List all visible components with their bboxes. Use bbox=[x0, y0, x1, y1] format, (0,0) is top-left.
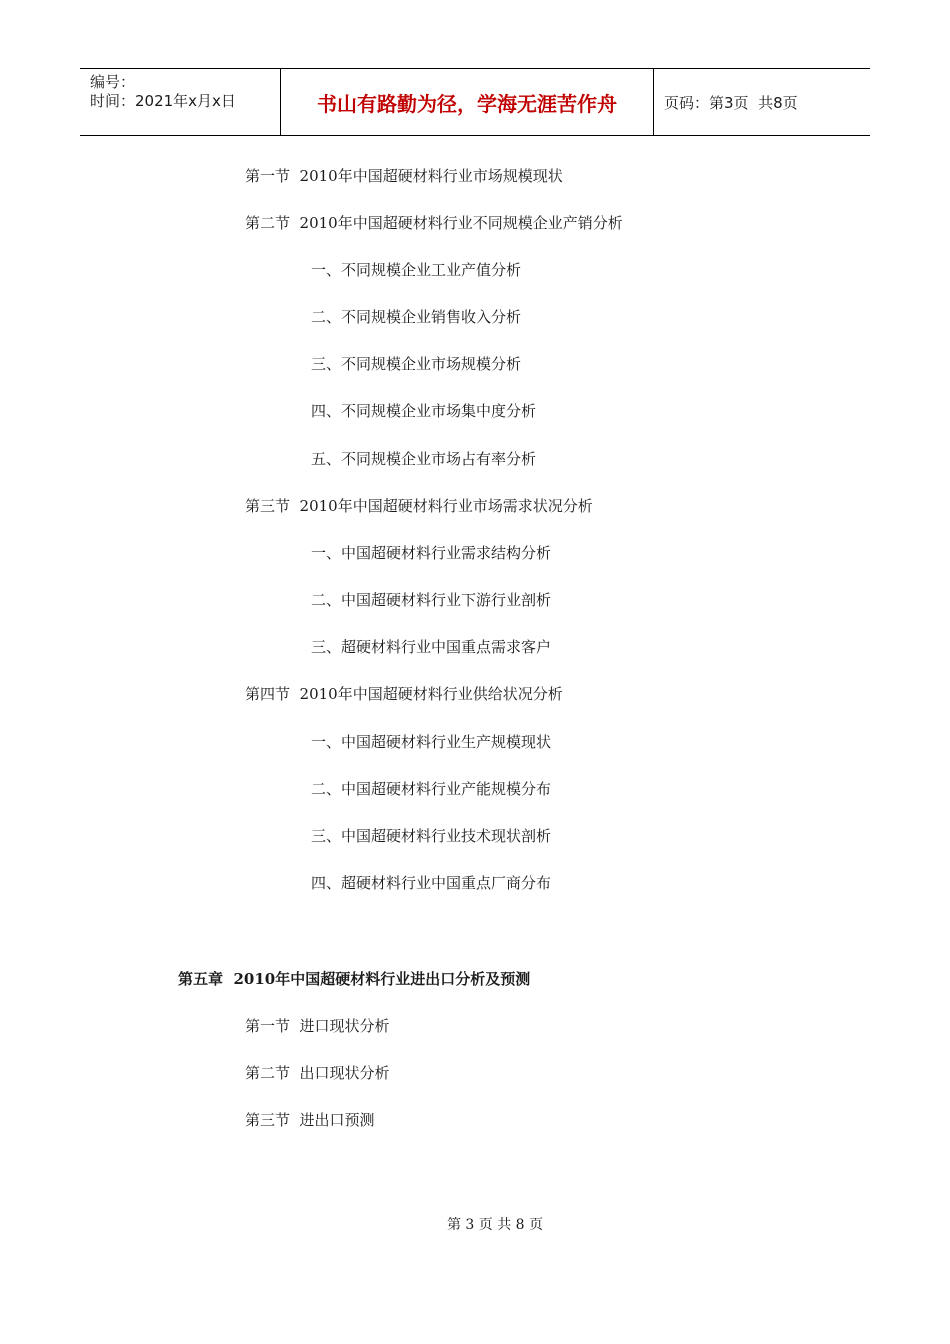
toc-item: 一、中国超硬材料行业需求结构分析 bbox=[311, 544, 552, 562]
toc-item: 四、不同规模企业市场集中度分析 bbox=[311, 402, 537, 420]
toc-item: 四、超硬材料行业中国重点厂商分布 bbox=[311, 874, 552, 892]
toc-chapter-heading: 第五章 2010年中国超硬材料行业进出口分析及预测 bbox=[178, 970, 531, 988]
toc-section: 第四节 2010年中国超硬材料行业供给状况分析 bbox=[245, 685, 563, 703]
toc-item: 一、不同规模企业工业产值分析 bbox=[311, 261, 522, 279]
toc-section: 第三节 进出口预测 bbox=[245, 1111, 375, 1129]
toc-section: 第三节 2010年中国超硬材料行业市场需求状况分析 bbox=[245, 497, 593, 515]
toc-item: 一、中国超硬材料行业生产规模现状 bbox=[311, 733, 552, 751]
toc-item: 二、不同规模企业销售收入分析 bbox=[311, 308, 522, 326]
toc-item: 三、超硬材料行业中国重点需求客户 bbox=[311, 638, 552, 656]
toc-section: 第一节 进口现状分析 bbox=[245, 1017, 390, 1035]
toc-item: 二、中国超硬材料行业产能规模分布 bbox=[311, 780, 552, 798]
toc-section: 第二节 出口现状分析 bbox=[245, 1064, 390, 1082]
toc-item: 二、中国超硬材料行业下游行业剖析 bbox=[311, 591, 552, 609]
toc-item: 三、中国超硬材料行业技术现状剖析 bbox=[311, 827, 552, 845]
page-header bbox=[80, 68, 870, 136]
document-time-label: 时间：2021年x月x日 bbox=[90, 92, 236, 110]
toc-item: 五、不同规模企业市场占有率分析 bbox=[311, 450, 537, 468]
toc-item: 三、不同规模企业市场规模分析 bbox=[311, 355, 522, 373]
page-footer: 第 3 页 共 8 页 bbox=[446, 1217, 544, 1233]
header-page-info: 页码：第3页 共8页 bbox=[664, 93, 798, 112]
document-number-label: 编号： bbox=[90, 73, 136, 91]
toc-section: 第二节 2010年中国超硬材料行业不同规模企业产销分析 bbox=[245, 214, 623, 232]
header-motto: 书山有路勤为径，学海无涯苦作舟 bbox=[281, 69, 654, 135]
header-meta bbox=[80, 69, 281, 135]
toc-section: 第一节 2010年中国超硬材料行业市场规模现状 bbox=[245, 167, 563, 185]
